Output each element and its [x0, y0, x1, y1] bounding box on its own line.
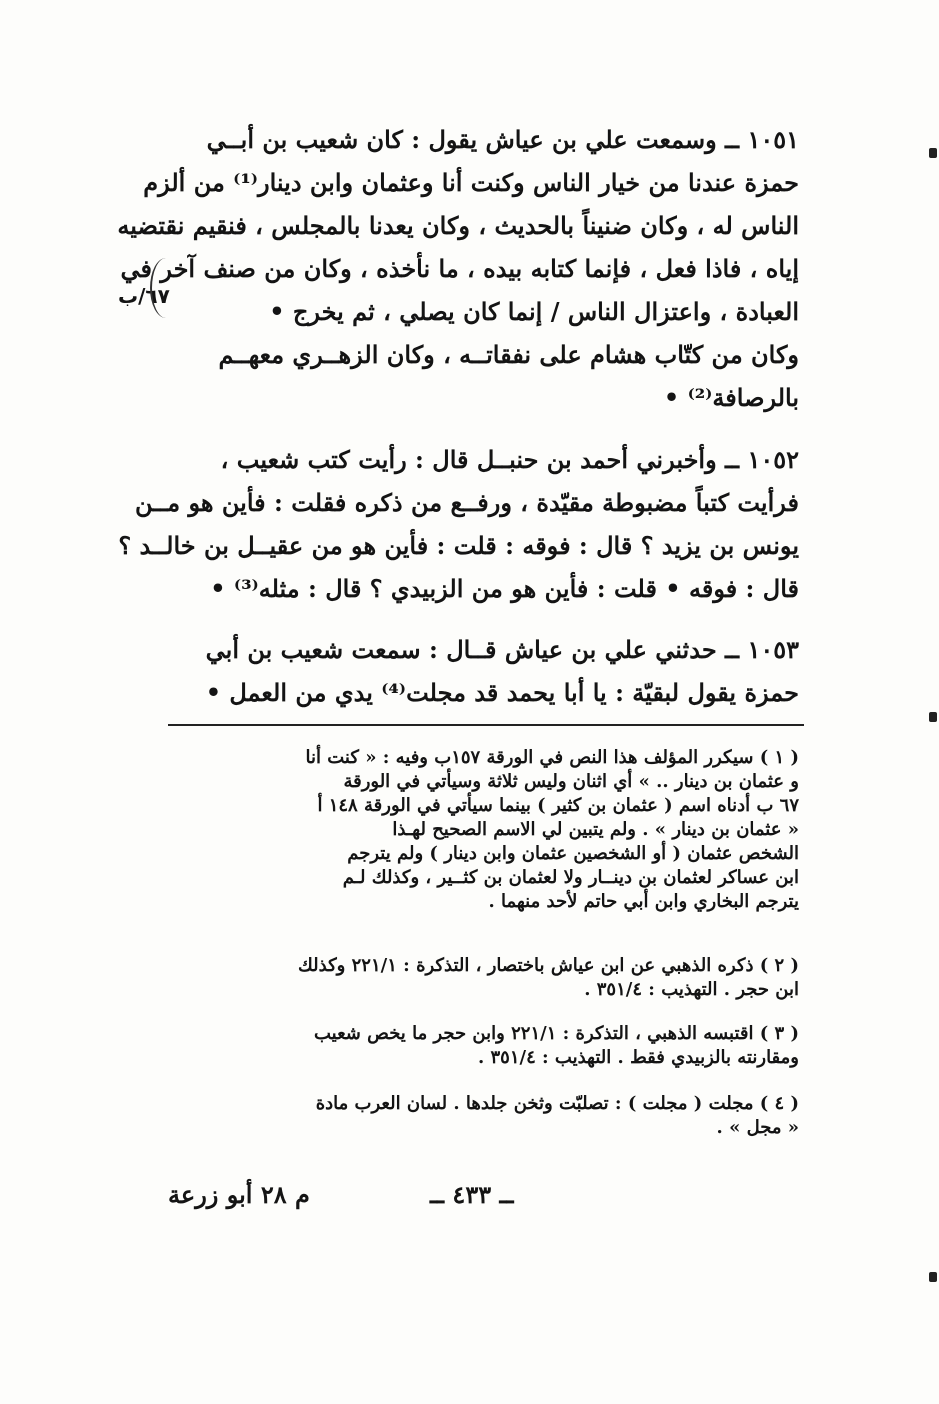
footnote-3 [154, 1022, 799, 1070]
text-line: حمزة عندنا من خيار الناس وكنت أنا وعثمان وابن دينار⁽¹⁾ من ألزم [143, 168, 799, 197]
footnote-line: ومقارنته بالزبيدي فقط . التهذيب : ٣٥١/٤ . [477, 1047, 799, 1068]
text-line: وكان من كتّاب هشام على نفقاتــه ، وكان الزهــري معهــم [218, 340, 799, 369]
scan-edge-mark [929, 148, 937, 158]
text-line: الناس له ، وكان ضنيناً بالحديث ، وكان يعدنا بالمجلس ، فنقيم نقتضيه [117, 211, 799, 240]
footnote-line: الشخص عثمان ( أو الشخصين عثمان وابن دينار ) ولم يترجم [347, 843, 799, 864]
footnote-line: يترجم البخاري وابن أبي حاتم لأحد منهما . [488, 891, 799, 912]
text-line: إياه ، فاذا فعل ، فإنما كتابه بيده ، ما نأخذه ، وكان من صنف آخر في [120, 254, 799, 283]
text-line: ١٠٥٣ ــ حدثني علي بن عياش قــال : سمعت شعيب بن أبي [205, 635, 799, 664]
text-line: ١٠٥١ ــ وسمعت علي بن عياش يقول : كان شعيب بن أبــي [206, 125, 799, 154]
footnote-line: ( ٤ ) مجلت ( مجلت ) : تصلبّت وثخن جلدها . لسان العرب مادة [315, 1093, 799, 1114]
text-line: قال : فوقه • قلت : فأين هو من الزبيدي ؟ قال : مثله⁽³⁾ • [210, 574, 799, 603]
footnote-line: « عثمان بن دينار » . ولم يتبين لي الاسم الصحيح لهـذا [392, 819, 799, 840]
text-line: حمزة يقول لبقيّة : يا أبا يحمد قد مجلت⁽⁴⁾ يدي من العمل • [205, 678, 799, 707]
page-number: ــ ٤٣٣ ــ [430, 1180, 514, 1209]
text-line: العبادة ، واعتزال الناس / إنما كان يصلي ، ثم يخرج • [269, 297, 799, 326]
footnote-line: ابن عساكر لعثمان بن دينــار ولا لعثمان بن كثــير ، وكذلك لـم [342, 867, 799, 888]
footnote-line: ( ٣ ) اقتبسه الذهبي ، التذكرة : ٢٢١/١ وابن حجر ما يخص شعيب [314, 1023, 799, 1044]
footnote-line: ( ١ ) سيكرر المؤلف هذا النص في الورقة ١٥٧ب وفيه : « كنت أنا [305, 747, 799, 768]
text-line: بالرصافة⁽²⁾ • [663, 383, 799, 412]
footnote-line: ( ٢ ) ذكره الذهبي عن ابن عياش باختصار ، التذكرة : ٢٢١/١ وكذلك [298, 955, 799, 976]
footnote-line: ٦٧ ب أدناه اسم ( عثمان بن كثير ) بينما سيأتي في الورقة ١٤٨ أ [317, 795, 799, 816]
paragraph-1052 [118, 438, 799, 610]
text-line: ١٠٥٢ ــ وأخبرني أحمد بن حنبــل قال : رأيت كتب شعيب ، [220, 445, 799, 474]
paragraph-1053 [154, 628, 799, 714]
footnote-line: و عثمان بن دينار .. » أي اثنان وليس ثلاثة وسيأتي في الورقة [343, 771, 799, 792]
footnote-1 [154, 746, 799, 914]
footnote-line: ابن حجر . التهذيب : ٣٥١/٤ . [584, 979, 799, 1000]
scan-edge-mark [929, 1272, 937, 1282]
folio-margin-note: ٦٧/ب [118, 284, 170, 308]
text-line: يونس بن يزيد ؟ قال : فوقه : قلت : فأين هو من عقيــل بن خالــد ؟ [118, 531, 799, 560]
scan-edge-mark [929, 712, 937, 722]
footnote-2 [154, 954, 799, 1002]
footnote-line: « مجل » . [716, 1117, 799, 1138]
margin-bracket [150, 258, 182, 318]
footnote-divider [168, 724, 804, 726]
footnote-4 [154, 1092, 799, 1140]
signature-mark: م ٢٨ أبو زرعة [168, 1180, 310, 1209]
text-line: فرأيت كتباً مضبوطة مقيّدة ، ورفــع من ذكره فقلت : فأين هو مــن [134, 488, 799, 517]
